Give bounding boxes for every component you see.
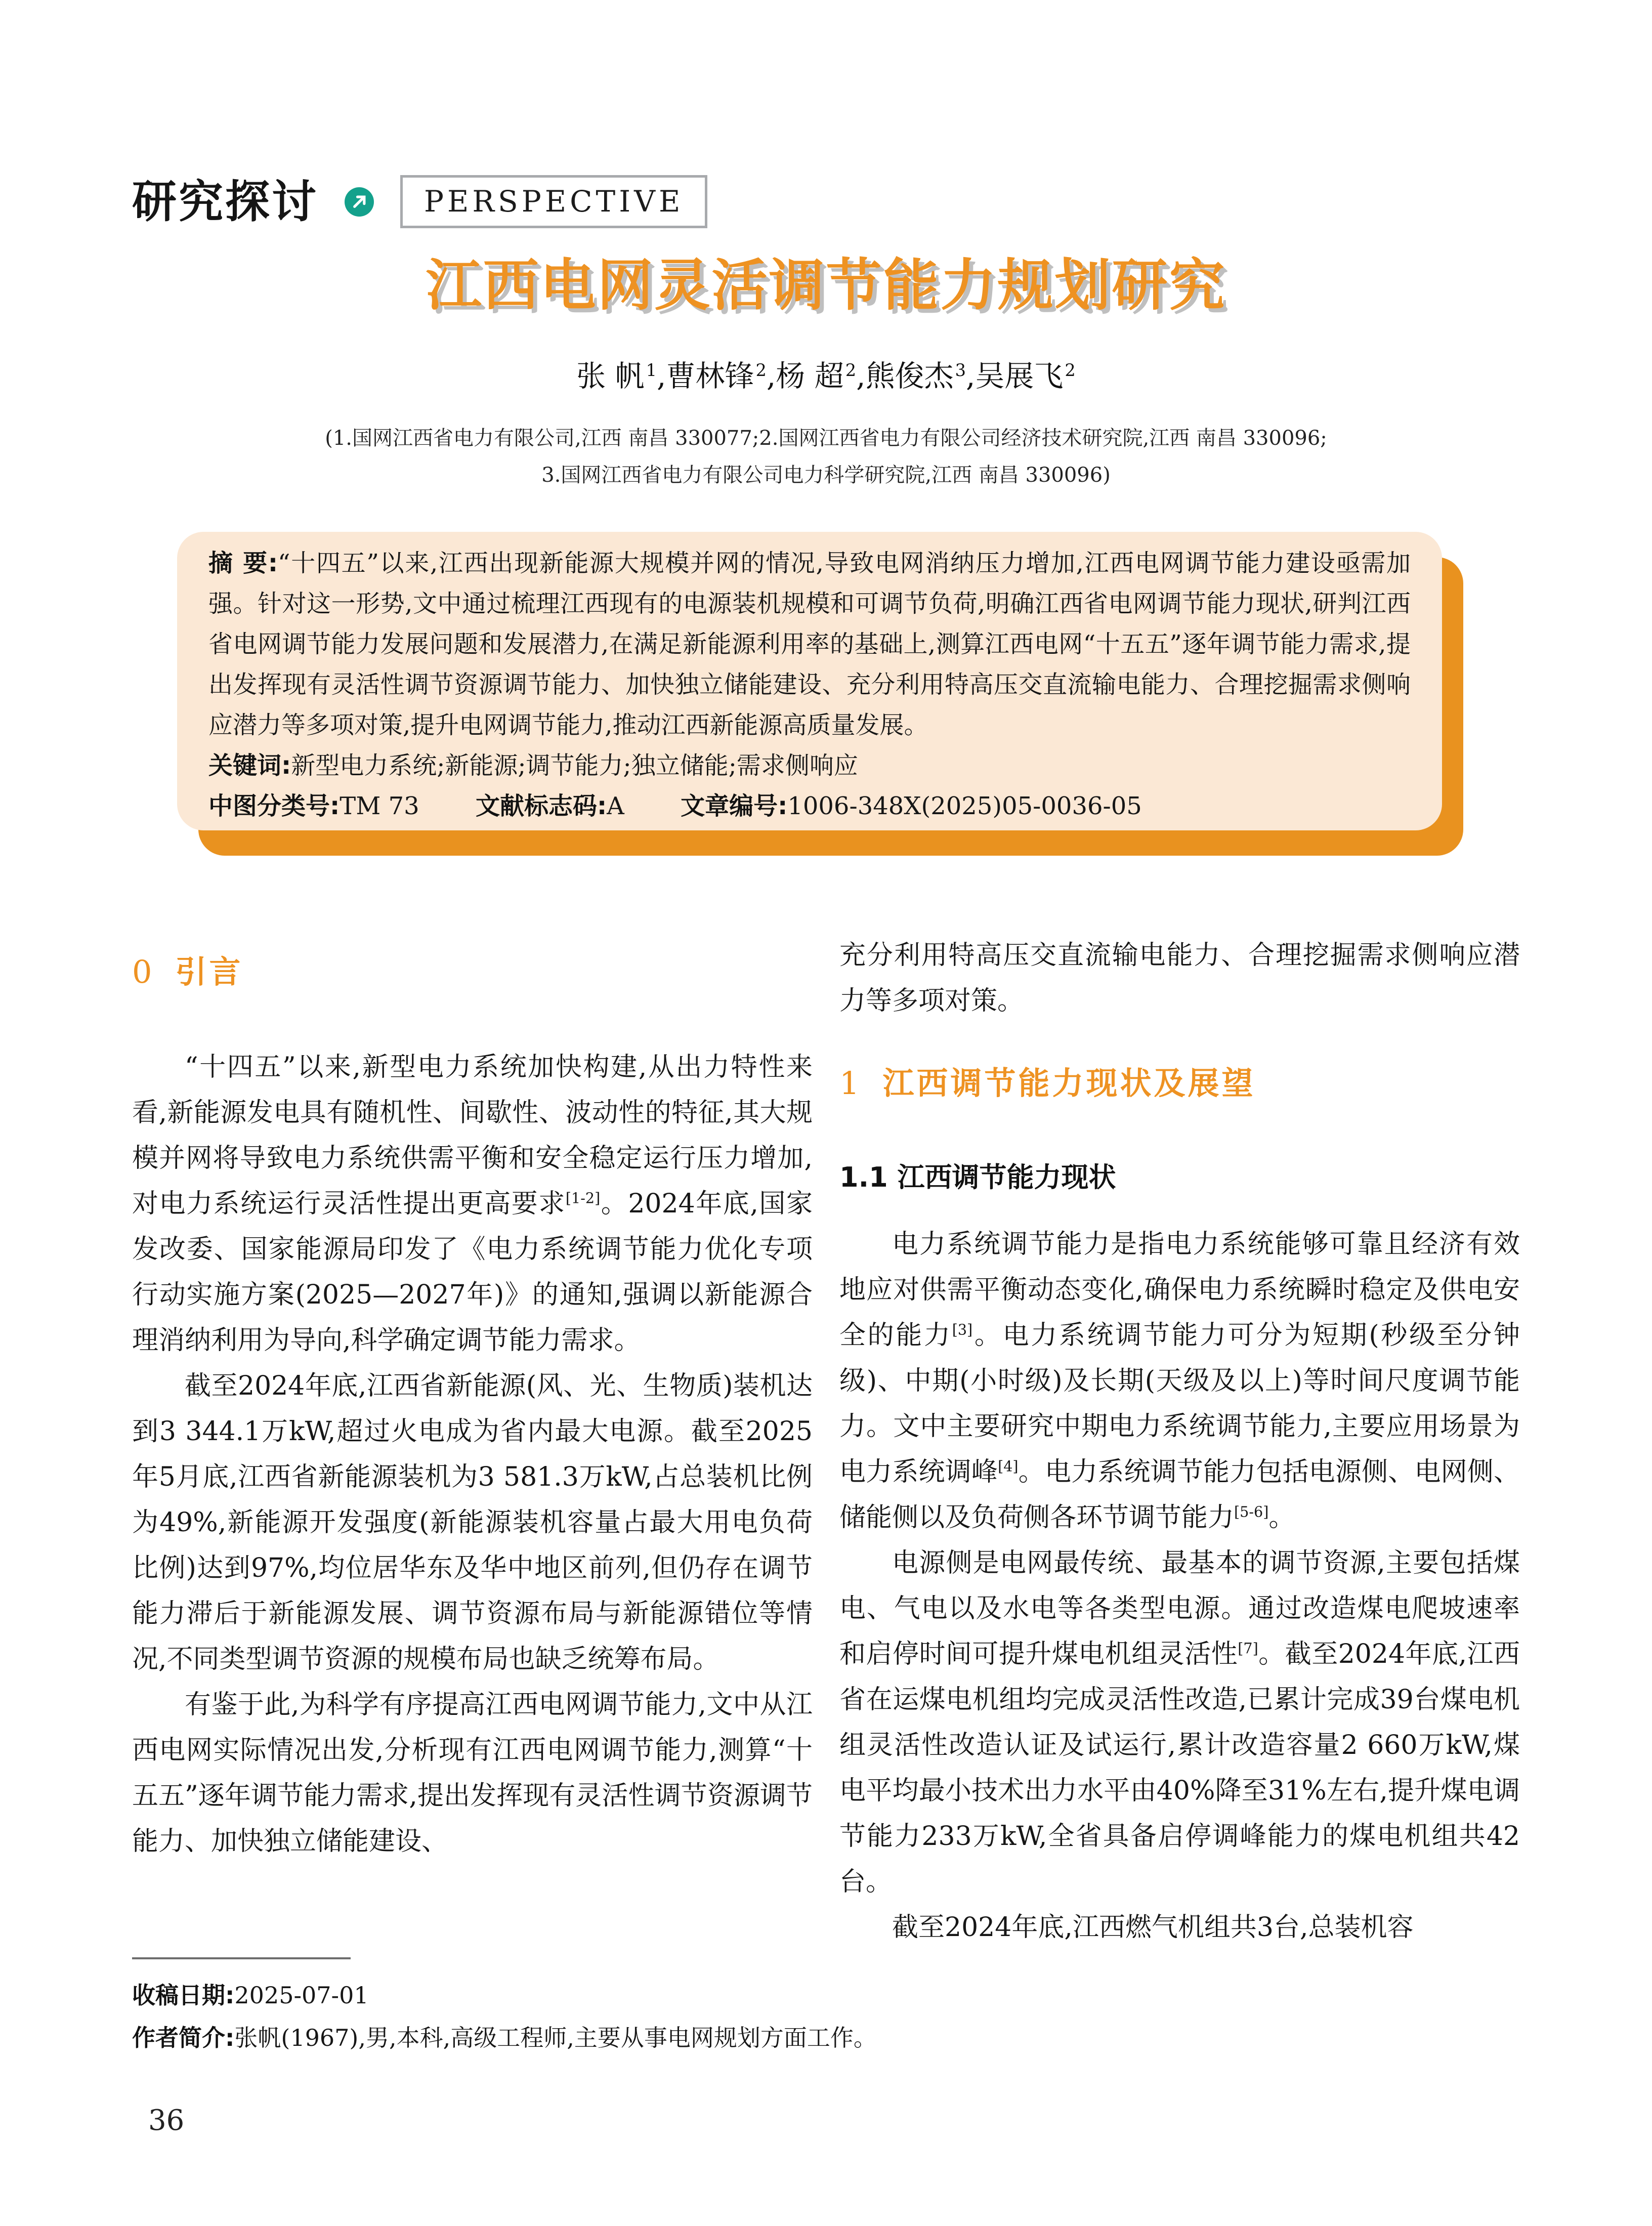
footnote-divider: [132, 1957, 351, 1959]
abstract-label: 摘 要:: [208, 549, 278, 577]
section-title-en-box: [400, 175, 707, 228]
keywords-text: 新型电力系统;新能源;调节能力;独立储能;需求侧响应: [291, 751, 858, 780]
authors-line: 张 帆$^1$,曹林锋$^2$,杨 超$^2$,熊俊杰$^3$,吴展飞$^2$: [576, 359, 1076, 393]
page-number: 36: [148, 2104, 185, 2137]
abstract-text: “十四五”以来,江西出现新能源大规模并网的情况,导致电网消纳压力增加,江西电网调节能力建设亟需加强。针对这一形势,文中通过梳理江西现有的电源装机规模和可调节负荷,明确江西省电网调节能力现状,研判江西省电网调节能力发展问题和发展潜力,在满足新能源利用率的基础上,测算江西电网“十五五”逐年调节能力需求,提出发挥现有灵活性调节资源调节能力、加快独立储能建设、充分利用特高压交直流输电能力、合理挖掘需求侧响应潜力等多项对策,提升电网调节能力,推动江西新能源高质量发展。: [208, 549, 1411, 739]
keywords-label: 关键词:: [208, 751, 291, 780]
article-id: 文章编号:1006-348X(2025)05-0036-05: [681, 792, 1142, 820]
section-title-cn: 研究探讨: [132, 175, 319, 228]
section-heading: 0 引言: [132, 953, 243, 990]
footnote-block: [132, 1957, 1144, 2065]
right-column: [839, 933, 1520, 1950]
abstract-paragraph: [208, 543, 1411, 745]
paragraph: 有鉴于此,为科学有序提高江西电网调节能力,文中从江西电网实际情况出发,分析现有江西电网调节能力,测算“十五五”逐年调节能力需求,提出发挥现有灵活性调节资源调节能力、加快独立储能建设、: [132, 1690, 813, 1857]
affiliation-line: 3.国网江西省电力有限公司电力科学研究院,江西 南昌 330096): [541, 464, 1111, 487]
paragraph: “十四五”以来,新型电力系统加快构建,从出力特性来看,新能源发电具有随机性、间歇性、波动性的特征,其大规模并网将导致电力系统供需平衡和安全稳定运行压力增加,对电力系统运行灵活性提出更高要求[1-2]。2024年底,国家发改委、国家能源局印发了《电力系统调节能力优化专项行动实施方案(2025—2027年)》的通知,强调以新能源合理消纳利用为导向,科学确定调节能力需求。: [132, 1052, 813, 1356]
affiliation-line: (1.国网江西省电力有限公司,江西 南昌 330077;2.国网江西省电力有限公司经济技术研究院,江西 南昌 330096;: [325, 427, 1327, 450]
received-date-line: 收稿日期:2025-07-01: [132, 1982, 369, 2009]
paragraph: 充分利用特高压交直流输电能力、合理挖掘需求侧响应潜力等多项对策。: [839, 940, 1520, 1016]
section-heading: 1 江西调节能力现状及展望: [839, 1065, 1256, 1102]
masthead: [132, 175, 707, 228]
paragraph: 截至2024年底,江西省新能源(风、光、生物质)装机达到3 344.1万kW,超过火电成为省内最大电源。截至2025年5月底,江西省新能源装机为3 581.3万kW,占总装机比例为49%,新能源开发强度(新能源装机容量占最大用电负荷比例)达到97%,均位居华东及华中地区前列,但仍存在调节能力滞后于新能源发展、调节资源布局与新能源错位等情况,不同类型调节资源的规模布局也缺乏统筹布局。: [132, 1371, 813, 1674]
clc-number: 中图分类号:TM 73: [208, 792, 419, 820]
document-code: 文献标志码:A: [475, 792, 624, 820]
paragraph: 电源侧是电网最传统、最基本的调节资源,主要包括煤电、气电以及水电等各类型电源。通过改造煤电爬坡速率和启停时间可提升煤电机组灵活性[7]。截至2024年底,江西省在运煤电机组均完成灵活性改造,已累计完成39台煤电机组灵活性改造认证及试运行,累计改造容量2 660万kW,煤电平均最小技术出力水平由40%降至31%左右,提升煤电调节能力233万kW,全省具备启停调峰能力的煤电机组共42台。: [839, 1548, 1520, 1897]
paragraph: 截至2024年底,江西燃气机组共3台,总装机容: [892, 1912, 1414, 1943]
abstract-box: [177, 532, 1442, 830]
arrow-up-right-icon: [345, 187, 374, 217]
affiliations: [132, 420, 1520, 494]
article-title: 江西电网灵活调节能力规划研究: [426, 253, 1226, 318]
subsection-heading: 1.1 江西调节能力现状: [839, 1161, 1116, 1193]
keywords-line: [208, 745, 1411, 786]
paragraph: 电力系统调节能力是指电力系统能够可靠且经济有效地应对供需平衡动态变化,确保电力系统瞬时稳定及供电安全的能力[3]。电力系统调节能力可分为短期(秒级至分钟级)、中期(小时级)及长期(天级及以上)等时间尺度调节能力。文中主要研究中期电力系统调节能力,主要应用场景为电力系统调峰[4]。电力系统调节能力包括电源侧、电网侧、储能侧以及负荷侧各环节调节能力[5-6]。: [839, 1229, 1520, 1533]
clc-line: [208, 786, 1411, 826]
section-title-en: PERSPECTIVE: [424, 184, 684, 219]
author-bio-line: 作者简介:张帆(1967),男,本科,高级工程师,主要从事电网规划方面工作。: [132, 2024, 877, 2051]
left-column: [132, 933, 813, 1864]
